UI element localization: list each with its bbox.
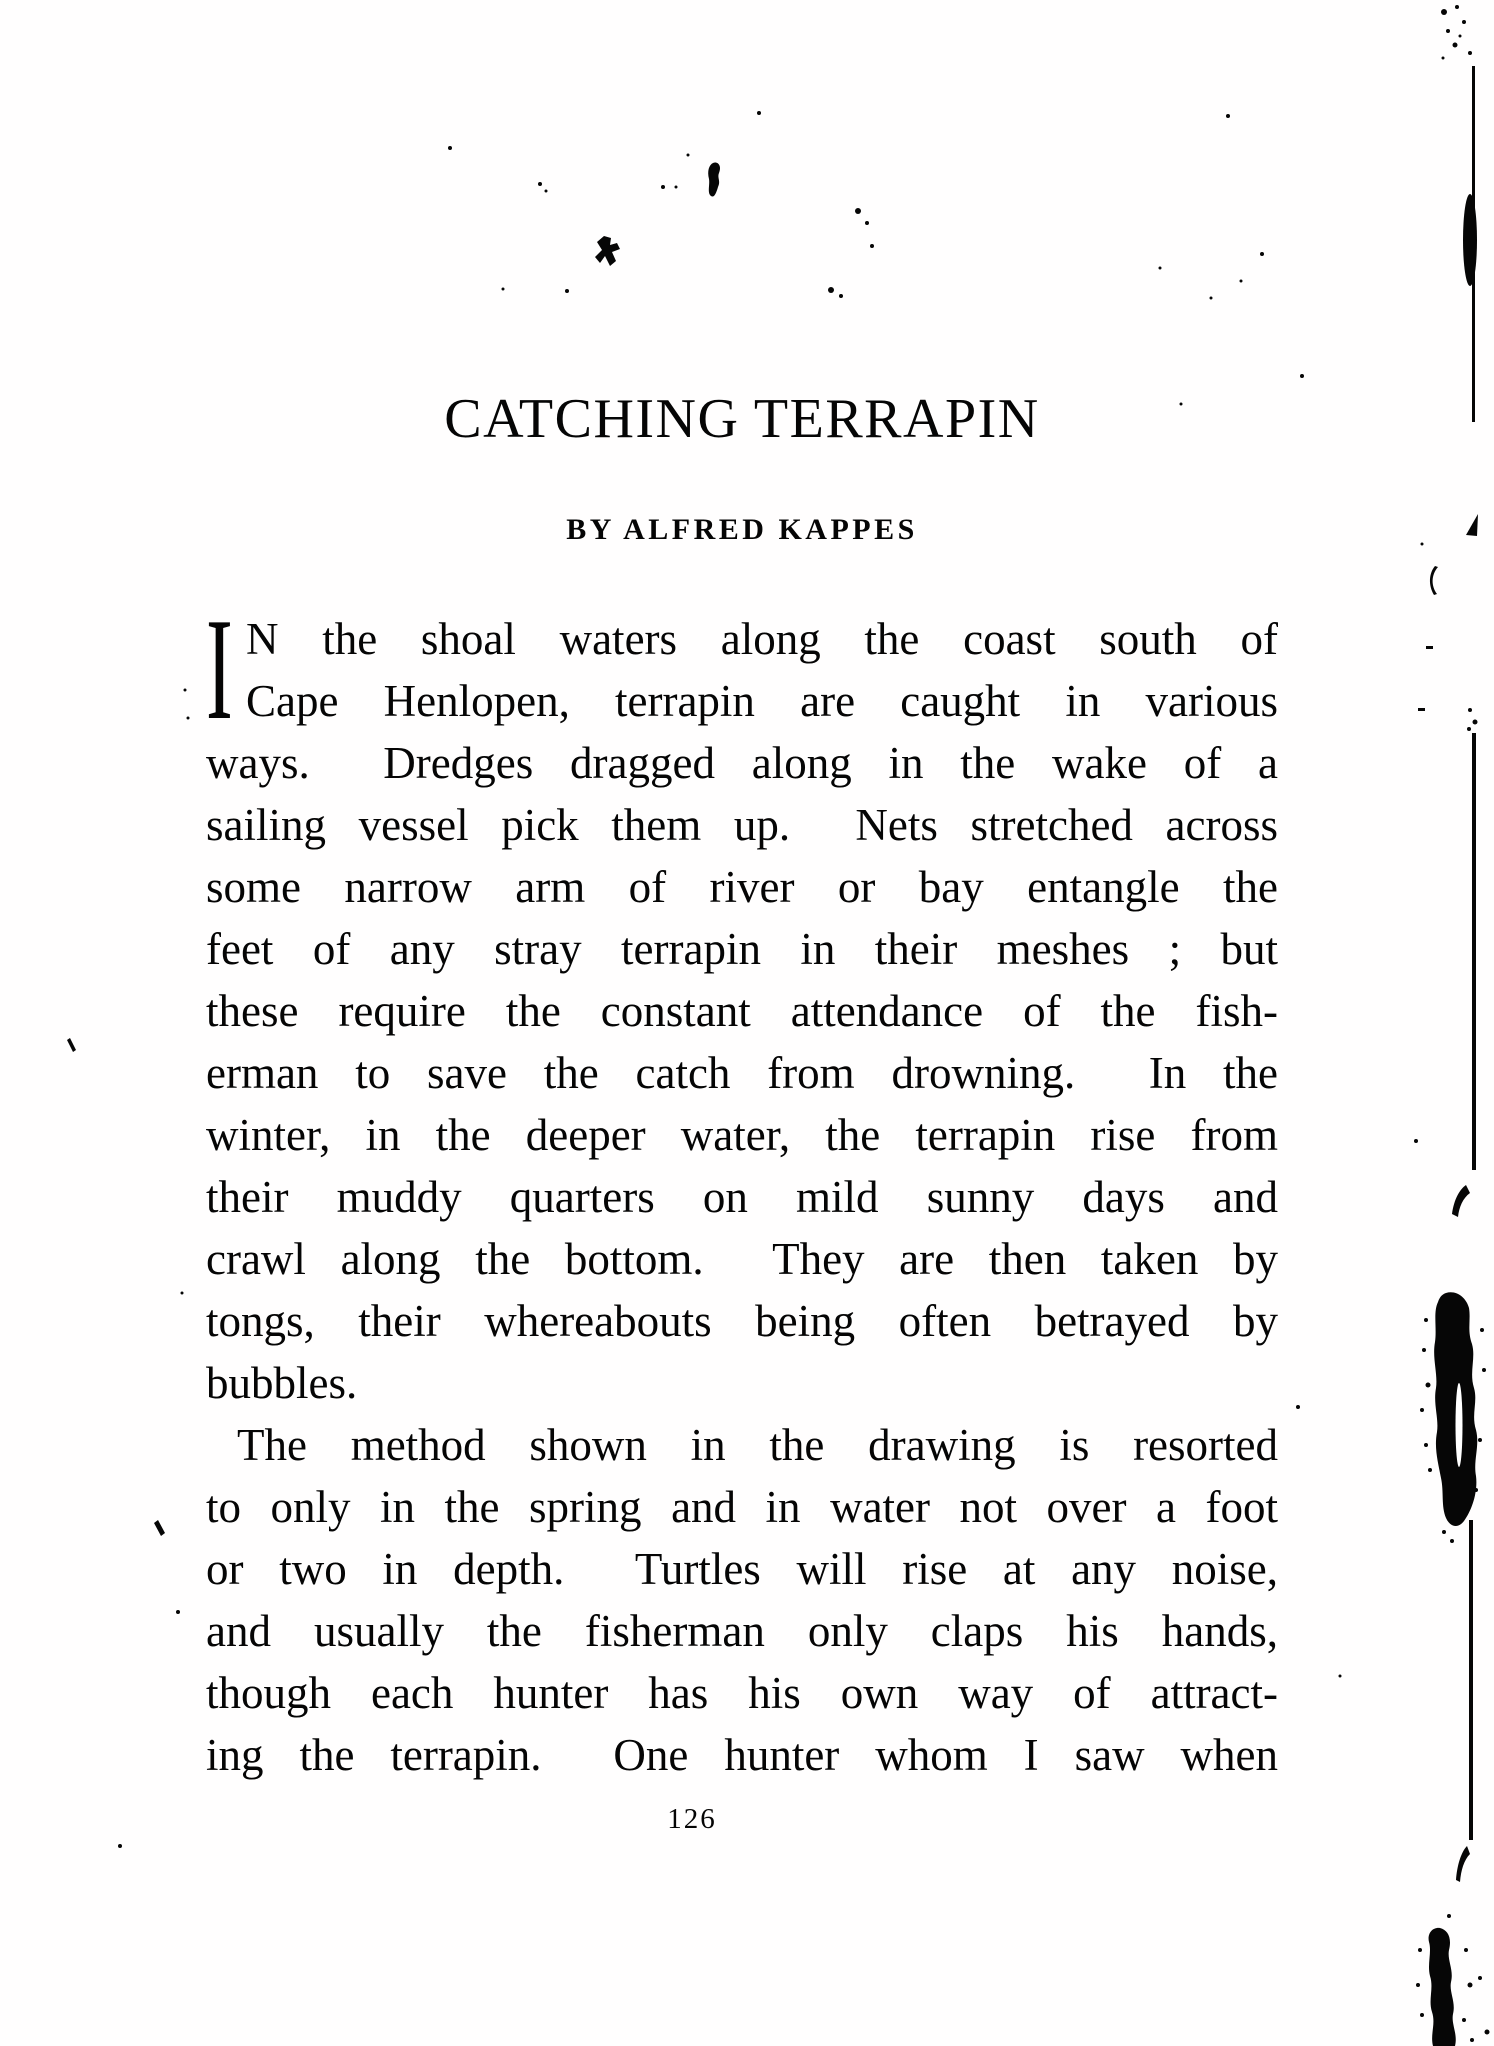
scan-speck-cluster-top bbox=[448, 111, 874, 298]
text-line: sailing vessel pick them up. Nets stretched across bbox=[206, 800, 1278, 850]
text-line: N the shoal waters along the coast south of bbox=[246, 614, 1278, 664]
text-line: to only in the spring and in water not over a foot bbox=[206, 1482, 1278, 1532]
text-line: crawl along the bottom. They are then taken by bbox=[206, 1234, 1278, 1284]
text-line: feet of any stray terrapin in their meshes ; but bbox=[206, 924, 1278, 974]
text-line: though each hunter has his own way of attract- bbox=[206, 1668, 1278, 1718]
paragraph-1-lines bbox=[206, 608, 1278, 1414]
scan-gutter-marks bbox=[1416, 5, 1490, 2046]
chapter-title: CATCHING TERRAPIN bbox=[444, 388, 1040, 450]
text-line: tongs, their whereabouts being often betrayed by bbox=[206, 1296, 1278, 1346]
page-number: 126 bbox=[667, 1803, 717, 1835]
text-line: erman to save the catch from drowning. In the bbox=[206, 1048, 1278, 1098]
text-line: The method shown in the drawing is resorted bbox=[237, 1420, 1278, 1470]
text-line: Cape Henlopen, terrapin are caught in various bbox=[246, 676, 1278, 726]
text-line: ways. Dredges dragged along in the wake of a bbox=[206, 738, 1278, 788]
paragraph-1 bbox=[206, 588, 1278, 1414]
text-line: their muddy quarters on mild sunny days and bbox=[206, 1172, 1278, 1222]
paragraph-2-lines bbox=[206, 1414, 1278, 1786]
text-line: winter, in the deeper water, the terrapin rise from bbox=[206, 1110, 1278, 1160]
byline: BY ALFRED KAPPES bbox=[566, 513, 918, 546]
text-line: ing the terrapin. One hunter whom I saw when bbox=[206, 1730, 1278, 1780]
paragraph-2 bbox=[206, 1414, 1278, 1786]
text-line: bubbles. bbox=[206, 1358, 358, 1408]
text-line: or two in depth. Turtles will rise at any noise, bbox=[206, 1544, 1278, 1594]
body-text bbox=[206, 588, 1278, 1786]
text-line: these require the constant attendance of the fish- bbox=[206, 986, 1278, 1036]
drop-cap bbox=[206, 588, 246, 750]
drop-cap-letter: I bbox=[206, 588, 233, 750]
text-line: and usually the fisherman only claps his hands, bbox=[206, 1606, 1278, 1656]
text-line: some narrow arm of river or bay entangle the bbox=[206, 862, 1278, 912]
